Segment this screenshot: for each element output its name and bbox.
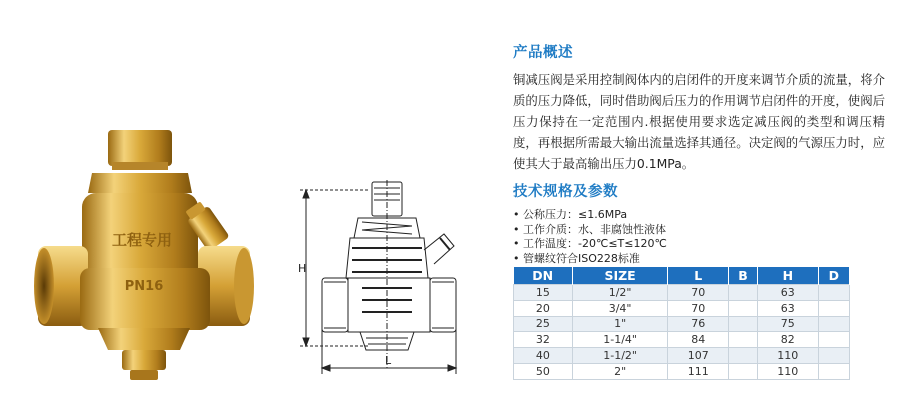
cell-l: 76: [668, 316, 729, 332]
cell-size: 1/2": [572, 285, 668, 301]
cell-b: [729, 363, 758, 379]
cell-d: [818, 316, 849, 332]
cell-d: [818, 332, 849, 348]
cell-dn: 25: [514, 316, 573, 332]
spec-item: • 工作温度：-20℃≤T≤120℃: [513, 237, 885, 252]
cell-h: 110: [758, 363, 819, 379]
table-row: [514, 285, 850, 301]
cell-h: 75: [758, 316, 819, 332]
cell-size: 2": [572, 363, 668, 379]
cell-h: 63: [758, 300, 819, 316]
cell-size: 3/4": [572, 300, 668, 316]
header-size: SIZE: [572, 267, 668, 285]
table-row: [514, 348, 850, 364]
cell-b: [729, 300, 758, 316]
cell-l: 70: [668, 285, 729, 301]
table-row: [514, 300, 850, 316]
cell-size: 1-1/2": [572, 348, 668, 364]
spec-list: [513, 208, 885, 266]
info-panel: [513, 44, 885, 266]
cell-l: 70: [668, 300, 729, 316]
dimension-label-h: H: [298, 262, 307, 275]
specs-title: 技术规格及参数: [513, 184, 618, 200]
cell-dn: 40: [514, 348, 573, 364]
overview-description: 铜减压阀是采用控制阀体内的启闭件的开度来调节介质的流量，将介质的压力降低，同时借助阀后压力的作用调节启闭件的开度，使阀后压力保持在一定范围内.根据使用要求选定减压阀的类型和调压精度，再根据所需最大输出流量选择其通径。决定阀的气源压力时，应使其大于最高输出压力0.1MPa。: [513, 72, 885, 171]
cell-l: 107: [668, 348, 729, 364]
spec-item: • 管螺纹符合ISO228标准: [513, 252, 885, 267]
cell-size: 1": [572, 316, 668, 332]
cell-d: [818, 300, 849, 316]
table-row: [514, 332, 850, 348]
cell-d: [818, 285, 849, 301]
overview-title: 产品概述: [513, 45, 573, 61]
cell-h: 110: [758, 348, 819, 364]
header-b: B: [729, 267, 758, 285]
valve-photo: [30, 118, 260, 383]
spec-item: • 工作介质：水、非腐蚀性液体: [513, 223, 885, 238]
cell-b: [729, 332, 758, 348]
cell-l: 84: [668, 332, 729, 348]
cell-b: [729, 285, 758, 301]
header-h: H: [758, 267, 819, 285]
cell-h: 63: [758, 285, 819, 301]
cell-dn: 32: [514, 332, 573, 348]
cell-l: 111: [668, 363, 729, 379]
header-l: L: [668, 267, 729, 285]
table-header-row: [514, 267, 850, 285]
cell-size: 1-1/4": [572, 332, 668, 348]
cell-b: [729, 348, 758, 364]
cell-dn: 15: [514, 285, 573, 301]
table-row: [514, 363, 850, 379]
cell-d: [818, 348, 849, 364]
valve-cross-section-drawing: [292, 178, 472, 378]
table-row: [514, 316, 850, 332]
pn-marking: PN16: [124, 279, 164, 294]
cell-dn: 20: [514, 300, 573, 316]
stamp-text: 工程专用: [111, 231, 173, 249]
spec-item: • 公称压力：≤1.6MPa: [513, 208, 885, 223]
dimension-label-l: L: [385, 354, 392, 367]
cell-dn: 50: [514, 363, 573, 379]
cell-h: 82: [758, 332, 819, 348]
cell-d: [818, 363, 849, 379]
cell-b: [729, 316, 758, 332]
header-dn: DN: [514, 267, 573, 285]
header-d: D: [818, 267, 849, 285]
spec-table: [513, 267, 850, 380]
